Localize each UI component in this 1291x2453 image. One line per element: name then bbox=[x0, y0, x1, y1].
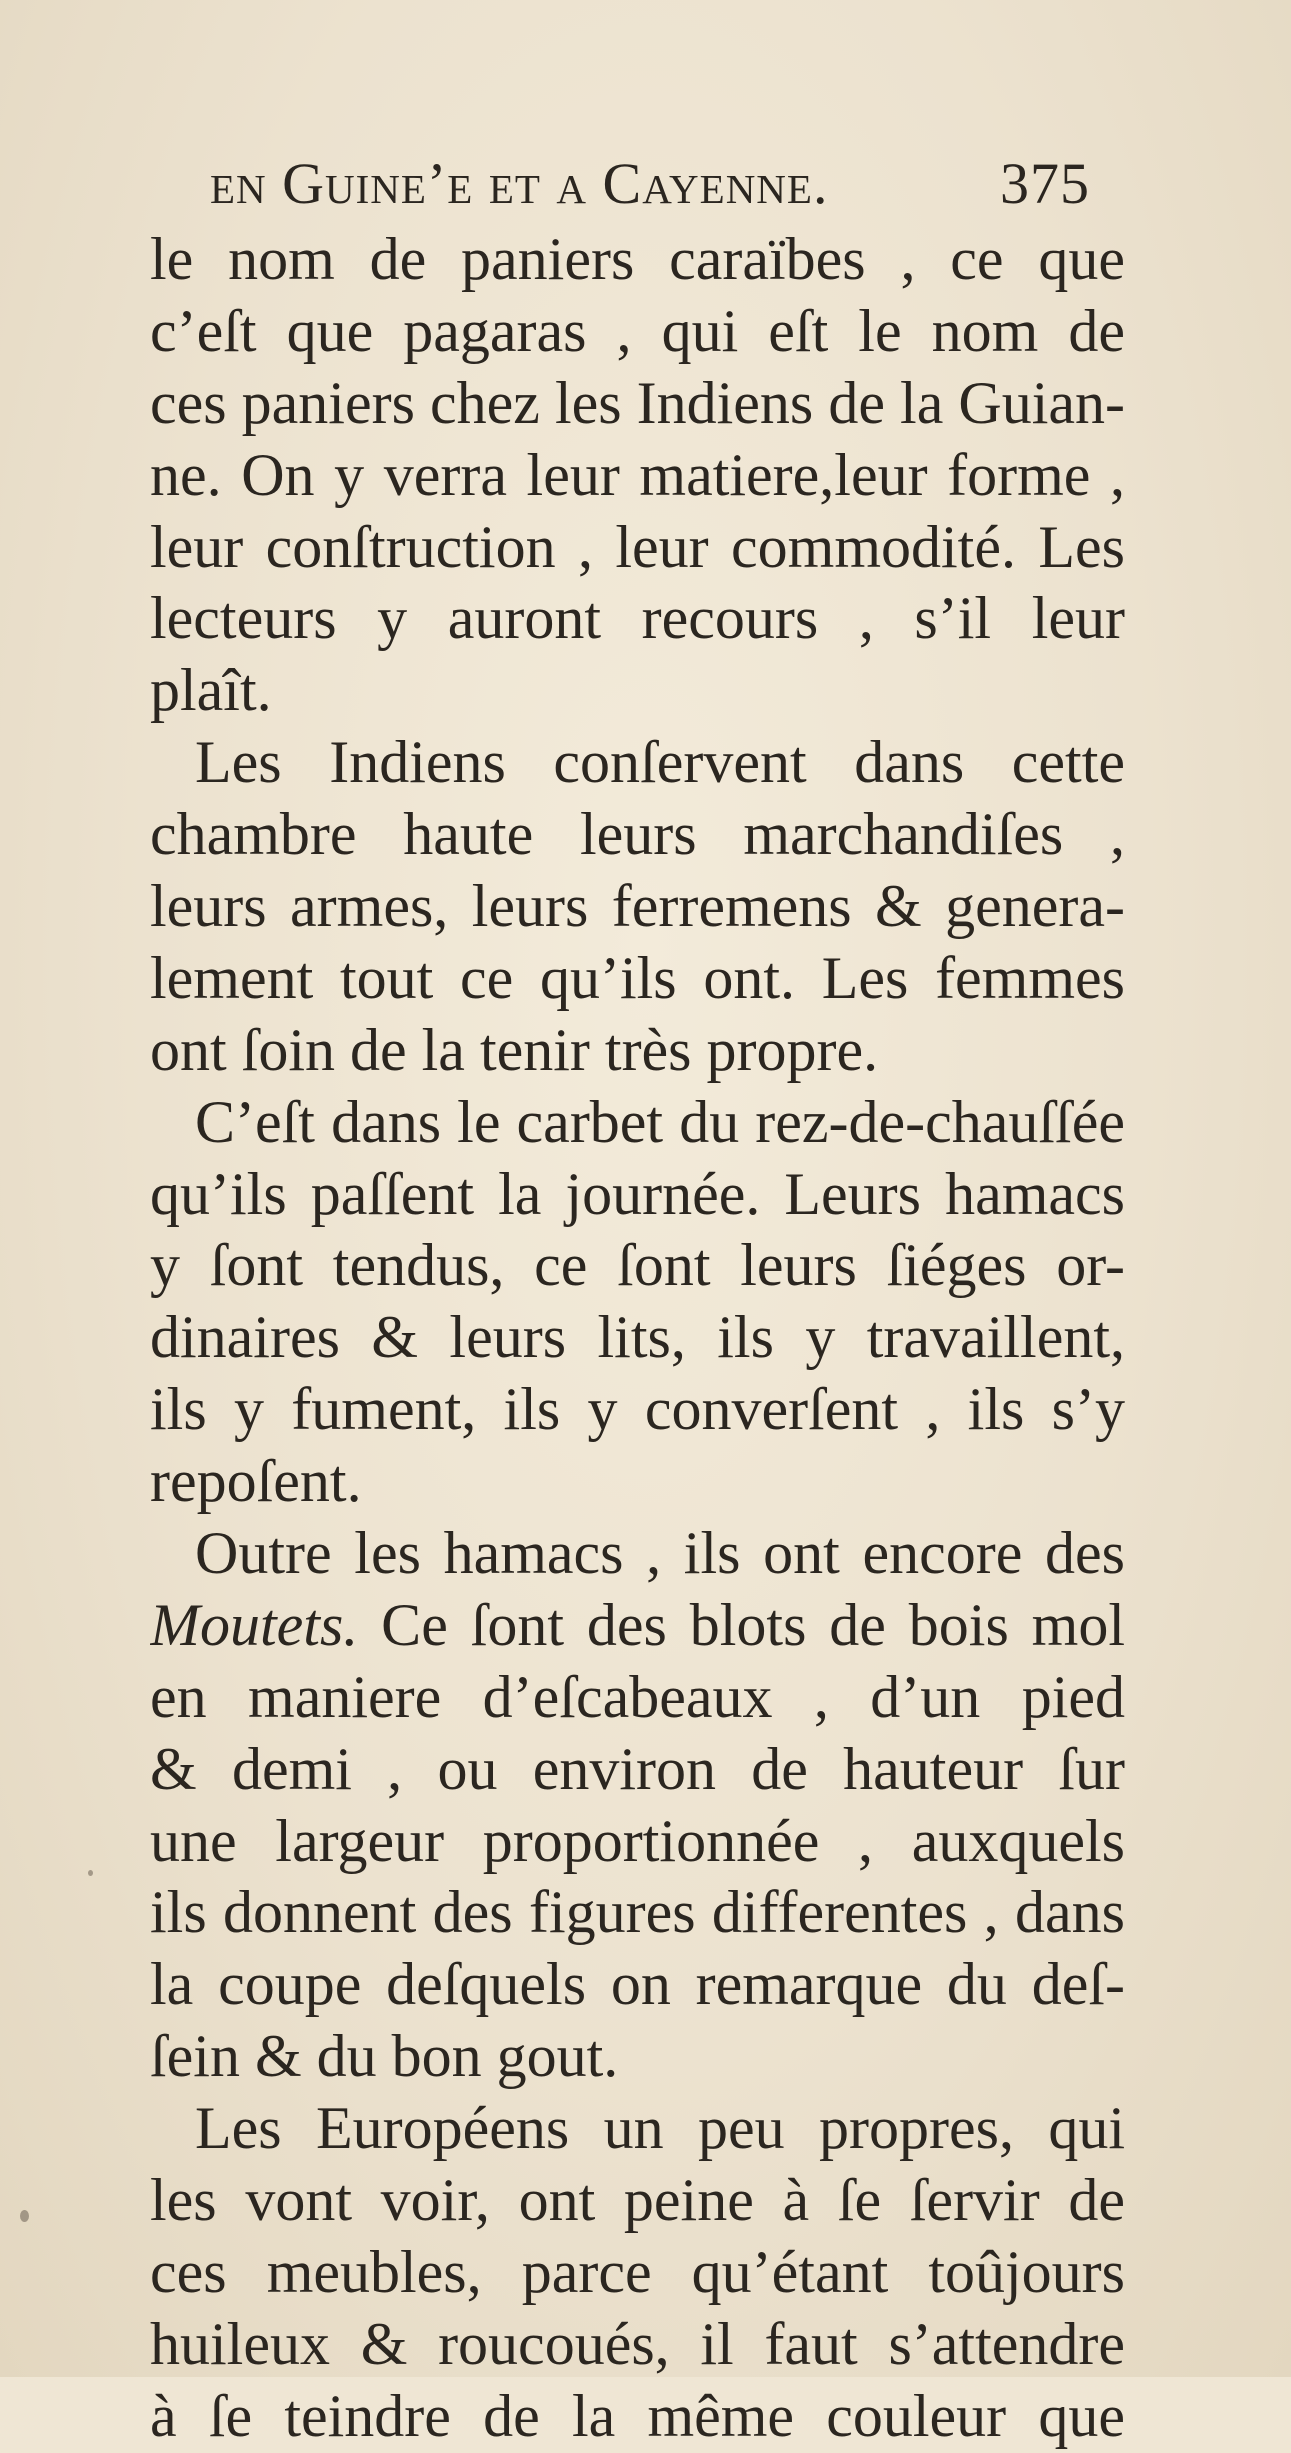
body-text bbox=[150, 224, 1125, 2453]
text-line: lecteurs y auront recours , s’il leur bbox=[150, 585, 1125, 652]
text-line: C’eſt dans le carbet du rez-de-chauſſée bbox=[195, 1088, 1125, 1155]
text-line: ces meubles, parce qu’étant toûjours bbox=[150, 2238, 1125, 2305]
text-line: c’eſt que pagaras , qui eſt le nom de bbox=[150, 297, 1125, 364]
text-line: le nom de paniers caraïbes , ce que bbox=[150, 226, 1125, 292]
text-line: à ſe teindre de la même couleur que bbox=[150, 2382, 1125, 2449]
text-line: & demi , ou environ de hauteur ſur bbox=[150, 1735, 1125, 1802]
text-line: ne. On y verra leur matiere,leur forme , bbox=[150, 441, 1125, 508]
paper-spot bbox=[20, 2210, 29, 2222]
italic-term: Moutets. bbox=[150, 1591, 359, 1658]
text-line: Outre les hamacs , ils ont encore des bbox=[195, 1520, 1125, 1587]
text-line: les vont voir, ont peine à ſe ſervir de bbox=[150, 2167, 1125, 2234]
text-line: ces paniers chez les Indiens de la Guian- bbox=[150, 369, 1125, 436]
running-title: en Guine’e et a Cayenne. bbox=[210, 151, 829, 216]
text-line: lement tout ce qu’ils ont. Les femmes bbox=[150, 944, 1125, 1011]
text-line: une largeur proportionnée , auxquels bbox=[150, 1807, 1125, 1874]
text-line: dinaires & leurs lits, ils y travaillent, bbox=[150, 1304, 1125, 1371]
text-line: ſein & du bon gout. bbox=[150, 2023, 619, 2090]
text-line: ils donnent des figures differentes , dans bbox=[150, 1879, 1125, 1946]
text-line: chambre haute leurs marchandiſes , bbox=[150, 801, 1125, 868]
text-line: en maniere d’eſcabeaux , d’un pied bbox=[150, 1663, 1125, 1730]
page-header bbox=[210, 150, 1090, 220]
text-line: qu’ils paſſent la journée. Leurs hamacs bbox=[150, 1160, 1125, 1227]
text-line: leur conſtruction , leur commodité. Les bbox=[150, 513, 1125, 580]
text-line: huileux & roucoués, il faut s’attendre bbox=[150, 2310, 1125, 2377]
text-line: y ſont tendus, ce ſont leurs ſiéges or- bbox=[150, 1232, 1125, 1299]
text-line: ils y fument, ils y converſent , ils s’y bbox=[150, 1376, 1125, 1443]
text-line: repoſent. bbox=[150, 1448, 362, 1515]
text-line: leurs armes, leurs ferremens & genera- bbox=[150, 873, 1125, 940]
text-line: Les Indiens conſervent dans cette bbox=[195, 729, 1125, 796]
text-line: Les Européens un peu propres, qui bbox=[195, 2095, 1125, 2162]
text-line: ont ſoin de la tenir très propre. bbox=[150, 1016, 879, 1083]
page-number: 375 bbox=[1000, 151, 1090, 216]
paper-spot bbox=[88, 1870, 93, 1876]
text-line-rest: Ce ſont des blots de bois mol bbox=[358, 1591, 1125, 1658]
text-line: la coupe deſquels on remarque du deſ- bbox=[150, 1951, 1125, 2018]
text-line bbox=[150, 1590, 1125, 1662]
text-line: plaît. bbox=[150, 657, 272, 724]
